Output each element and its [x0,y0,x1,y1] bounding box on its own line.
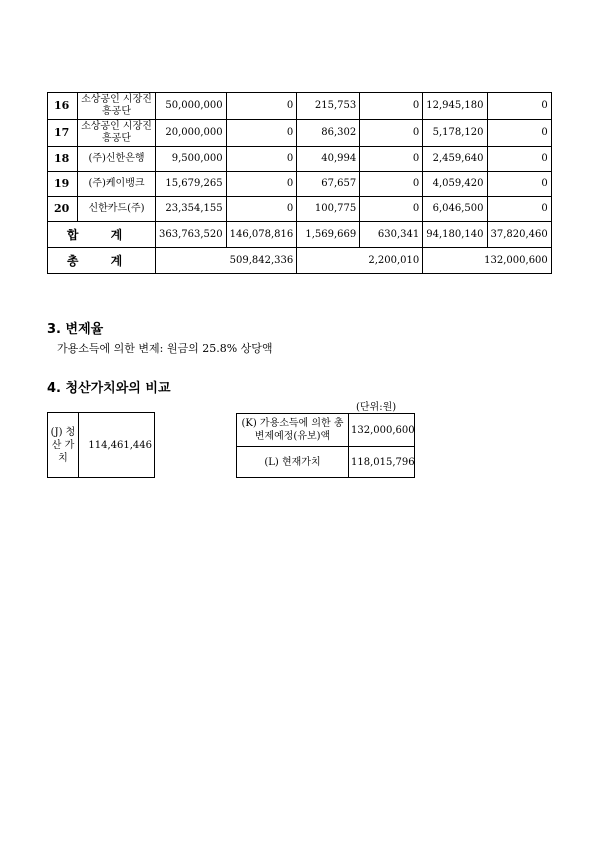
table-row [48,120,552,147]
subtotal-row [48,222,552,248]
cell-c3: 67,657 [297,172,360,197]
creditor-name: 소상공인 시장진흥공단 [78,120,156,147]
cell-c6: 0 [487,197,551,222]
total-repayment: 132,000,600 [423,248,552,274]
cell-c2: 0 [226,197,297,222]
cell-c3: 100,775 [297,197,360,222]
total-principal: 509,842,336 [156,248,297,274]
subtotal-c2: 146,078,816 [226,222,297,248]
cell-c2: 0 [226,120,297,147]
unit-label: (단위:원) [356,402,397,413]
k-value: 132,000,600 [349,414,415,447]
table-row [48,172,552,197]
liquidation-label: (J) 청산 가치 [48,413,79,478]
total-interest: 2,200,010 [297,248,423,274]
cell-c5: 2,459,640 [423,147,487,172]
repayment-table [47,92,552,274]
liquidation-value: 114,461,446 [79,413,155,478]
section3-text: 가용소득에 의한 변제: 원금의 25.8% 상당액 [57,342,273,355]
cell-c4: 0 [360,172,423,197]
cell-c2: 0 [226,93,297,120]
row-number: 19 [48,172,78,197]
cell-c1: 20,000,000 [156,120,227,147]
creditor-name: 신한카드(주) [78,197,156,222]
subtotal-c6: 37,820,460 [487,222,551,248]
creditor-name: (주)케이뱅크 [78,172,156,197]
cell-c6: 0 [487,172,551,197]
row-number: 17 [48,120,78,147]
cell-c6: 0 [487,120,551,147]
table-row [48,93,552,120]
creditor-name: 소상공인 시장진흥공단 [78,93,156,120]
cell-c1: 50,000,000 [156,93,227,120]
cell-c4: 0 [360,93,423,120]
table-row [48,197,552,222]
l-label: (L) 현재가치 [237,447,349,478]
section3-heading: 3. 변제율 [47,322,104,337]
cell-c6: 0 [487,147,551,172]
subtotal-c1: 363,763,520 [156,222,227,248]
subtotal-label: 합 계 [48,222,156,248]
total-row [48,248,552,274]
row-number: 18 [48,147,78,172]
l-value: 118,015,796 [349,447,415,478]
subtotal-c3: 1,569,669 [297,222,360,248]
cell-c2: 0 [226,147,297,172]
section4-heading: 4. 청산가치와의 비교 [47,381,171,396]
row-number: 16 [48,93,78,120]
cell-c4: 0 [360,147,423,172]
liquidation-box [47,412,155,478]
table-row [48,147,552,172]
cell-c4: 0 [360,197,423,222]
creditor-name: (주)신한은행 [78,147,156,172]
cell-c5: 6,046,500 [423,197,487,222]
cell-c1: 23,354,155 [156,197,227,222]
cell-c3: 40,994 [297,147,360,172]
subtotal-c5: 94,180,140 [423,222,487,248]
cell-c1: 15,679,265 [156,172,227,197]
row-number: 20 [48,197,78,222]
cell-c5: 4,059,420 [423,172,487,197]
comparison-box [236,413,415,478]
cell-c6: 0 [487,93,551,120]
subtotal-c4: 630,341 [360,222,423,248]
k-label: (K) 가용소득에 의한 총변제예정(유보)액 [237,414,349,447]
cell-c5: 5,178,120 [423,120,487,147]
cell-c5: 12,945,180 [423,93,487,120]
cell-c3: 86,302 [297,120,360,147]
cell-c2: 0 [226,172,297,197]
cell-c4: 0 [360,120,423,147]
total-label: 총 계 [48,248,156,274]
cell-c3: 215,753 [297,93,360,120]
cell-c1: 9,500,000 [156,147,227,172]
